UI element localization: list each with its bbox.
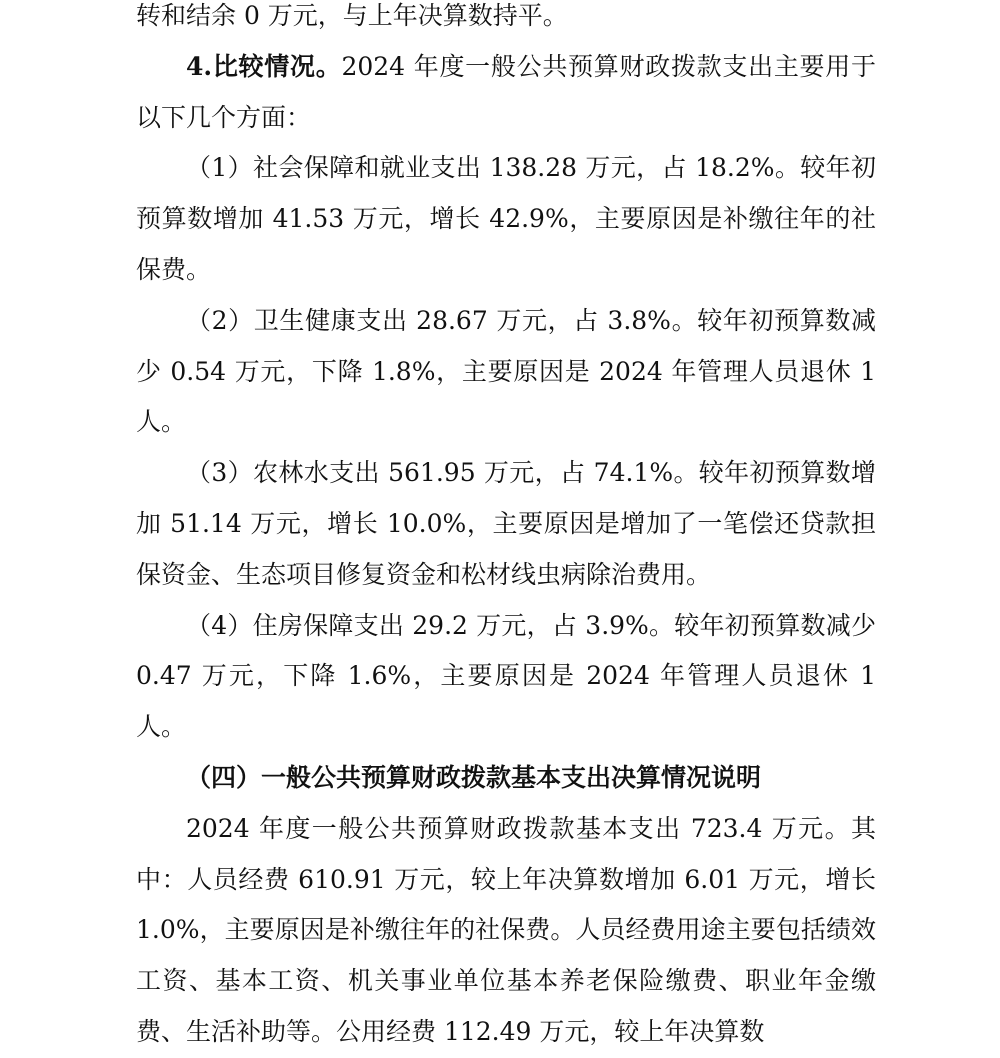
paragraph-comparison (136, 42, 876, 144)
paragraph-item-3: （3）农林水支出 561.95 万元，占 74.1%。较年初预算数增加 51.14 万元，增长 10.0%，主要原因是增加了一笔偿还贷款担保资金、生态项目修复资金和松材线虫病除治费用。 (136, 458, 876, 589)
comparison-lead: 4.比较情况。 (186, 51, 342, 81)
paragraph-basic-expenditure: 2024 年度一般公共预算财政拨款基本支出 723.4 万元。其中：人员经费 610.91 万元，较上年决算数增加 6.01 万元，增长 1.0%，主要原因是补缴往年的社保费。人员经费用途主要包括绩效工资、基本工资、机关事业单位基本养老保险缴费、职业年金缴费、生活补助等。公用经费 112.49 万元，较上年决算数 (136, 813, 876, 1046)
document-page (136, 0, 876, 1058)
paragraph-item-4: （4）住房保障支出 29.2 万元，占 3.9%。较年初预算数减少 0.47 万元，下降 1.6%，主要原因是 2024 年管理人员退休 1 人。 (136, 610, 876, 742)
paragraph-carryover: 转和结余 0 万元，与上年决算数持平。 (136, 1, 568, 30)
paragraph-item-2: （2）卫生健康支出 28.67 万元，占 3.8%。较年初预算数减少 0.54 万元，下降 1.8%，主要原因是 2024 年管理人员退休 1 人。 (136, 305, 876, 437)
comparison-text: 2024 年度一般公共预算财政拨款支出主要用于以下几个方面： (136, 51, 876, 132)
section-heading: （四）一般公共预算财政拨款基本支出决算情况说明 (186, 762, 762, 792)
paragraph-item-1: （1）社会保障和就业支出 138.28 万元，占 18.2%。较年初预算数增加 41.53 万元，增长 42.9%，主要原因是补缴往年的社保费。 (136, 153, 876, 284)
